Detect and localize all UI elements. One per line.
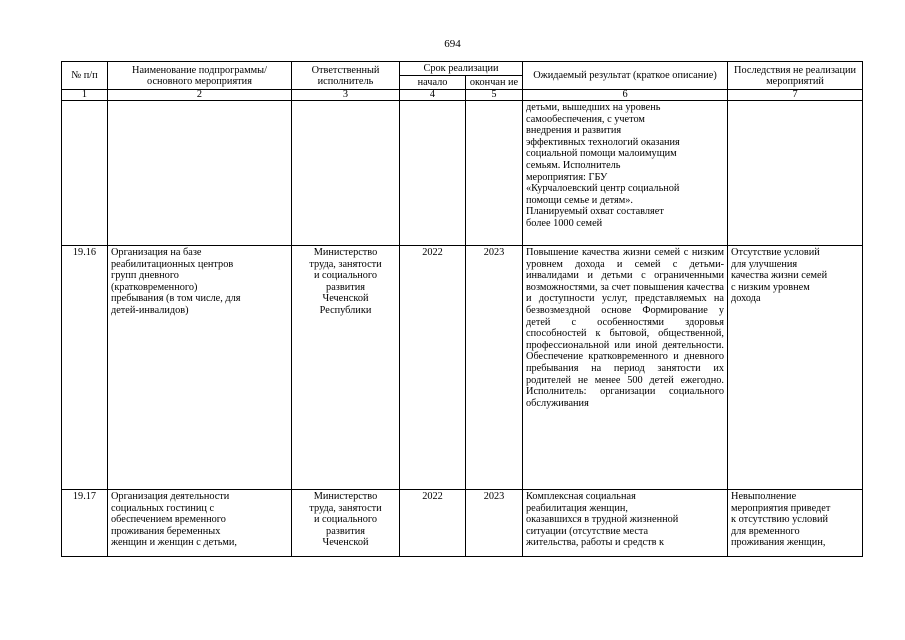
row-end: 2023 <box>466 490 523 557</box>
row-consequence: Отсутствие условий для улучшения качества жизни семей с низким уровнем дохода <box>728 246 863 490</box>
header-number: № п/п <box>62 62 108 90</box>
row-consequence-cell <box>728 490 863 557</box>
row-end: 2023 <box>466 246 523 490</box>
row-result: детьми, вышедших на уровень самообеспечения, с учетом внедрения и развития эффективных технологий оказания социальной помощи малоимущим семьям. Исполнитель мероприятия: ГБУ «Курчалоевский центр социальной помощи семье и детям». Планируемый охват составляет более 1000 семей <box>523 101 728 246</box>
header-period: Срок реализации <box>400 62 523 76</box>
row-result-cell <box>523 490 728 557</box>
column-number: 4 <box>400 90 466 101</box>
row-executor-cell <box>292 490 400 557</box>
row-consequence: Невыполнение мероприятия приведет к отсутствию условий для временного проживания женщин, <box>731 491 831 549</box>
row-result: Повышение качества жизни семей с низким уровнем дохода и семей с детьми-инвалидами и детьми с ограниченными возможностями, за счет повышения качества и доступности услуг, представляемых на безвозмездной основе Формирование у детей с особенностями здоровья способностей к бытовой, общественной, профессиональной или иной деятельности. Обеспечение кратковременного и дневного пребывания на период занятости их родителей не менее 500 детей ежегодно. Исполнитель: организации социального обслуживания <box>523 246 728 490</box>
row-number: 19.16 <box>62 246 108 490</box>
row-start: 2022 <box>400 246 466 490</box>
row-start: 2022 <box>400 490 466 557</box>
row-number <box>62 101 108 246</box>
row-result: Комплексная социальная реабилитация женщин, оказавшихся в трудной жизненной ситуации (отсутствие места жительства, работы и средств к <box>526 491 679 549</box>
row-consequence <box>728 101 863 246</box>
header-consequence: Последствия не реализации мероприятий <box>728 62 863 90</box>
column-number: 6 <box>523 90 728 101</box>
row-start <box>400 101 466 246</box>
row-name: Организация деятельности социальных гостиниц с обеспечением временного проживания беременных женщин и женщин с детьми, <box>111 491 238 549</box>
table-row <box>62 246 863 490</box>
table-row <box>62 101 863 246</box>
row-name <box>108 101 292 246</box>
header-end: окончан ие <box>466 76 523 90</box>
row-end <box>466 101 523 246</box>
row-executor: Министерство труда, занятости и социального развития Чеченской Республики <box>292 246 400 490</box>
column-number: 1 <box>62 90 108 101</box>
column-number: 2 <box>108 90 292 101</box>
column-number-row <box>62 90 863 101</box>
column-number: 7 <box>728 90 863 101</box>
row-name-cell <box>108 490 292 557</box>
row-number: 19.17 <box>62 490 108 557</box>
header-name: Наименование подпрограммы/ основного мероприятия <box>108 62 292 90</box>
header-result: Ожидаемый результат (краткое описание) <box>523 62 728 90</box>
row-name: Организация на базе реабилитационных центров групп дневного (кратковременного) пребывания (в том числе, для детей-инвалидов) <box>108 246 292 490</box>
header-start: начало <box>400 76 466 90</box>
page-number: 694 <box>444 38 461 50</box>
header-executor: Ответственный исполнитель <box>292 62 400 90</box>
column-number: 5 <box>466 90 523 101</box>
program-table <box>61 61 863 557</box>
table-row <box>62 490 863 557</box>
row-executor <box>292 101 400 246</box>
column-number: 3 <box>292 90 400 101</box>
row-executor: Министерство труда, занятости и социального развития Чеченской <box>309 491 382 549</box>
